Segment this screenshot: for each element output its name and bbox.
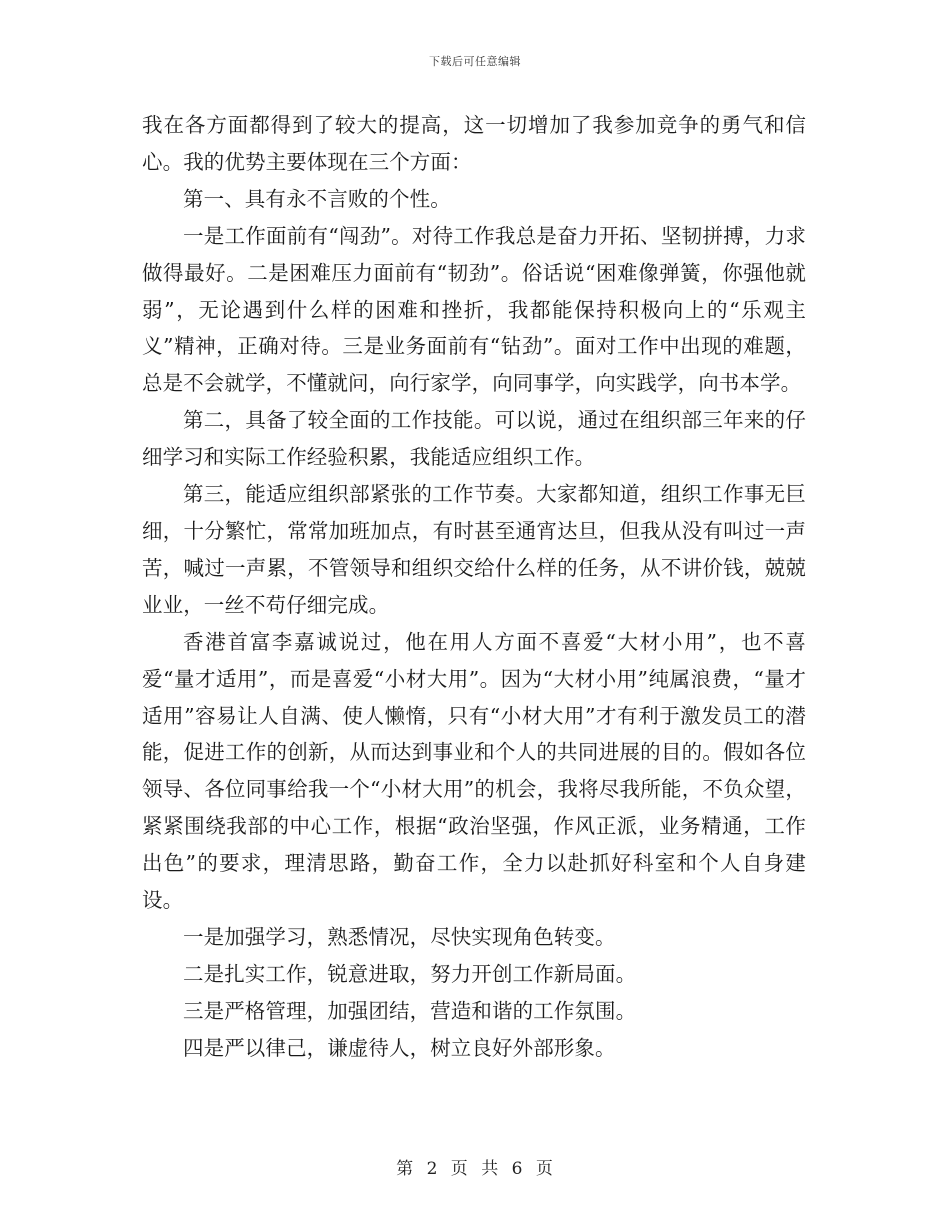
paragraph-plan-two: 二是扎实工作，锐意进取，努力开创工作新局面。 [183,961,637,986]
paragraph-intro: 我在各方面都得到了较大的提高，这一切增加了我参加竞争的勇气和信心。我的优势主要体现在三个方面： [142,113,806,174]
paragraph-second-point: 第二，具备了较全面的工作技能。可以说，通过在组织部三年来的仔细学习和实际工作经验积累，我能适应组织工作。 [142,408,806,470]
paragraph-li-ka-shing: 香港首富李嘉诚说过，他在用人方面不喜爱“大材小用”，也不喜爱“量才适用”，而是喜爱“小材大用”。因为“大材小用”纯属浪费，“量才适用”容易让人自满、使人懒惰，只有“小材大用”才有利于激发员工的潜能，促进工作的创新，从而达到事业和个人的共同进展的目的。假如各位领导、各位同事给我一个“小材大用”的机会，我将尽我所能，不负众望，紧紧围绕我部的中心工作，根据“政治坚强，作风正派，业务精通，工作出色”的要求，理清思路，勤奋工作，全力以赴抓好科室和个人自身建设。 [142,629,806,913]
paragraph-plan-one: 一是加强学习，熟悉情况，尽快实现角色转变。 [183,924,616,949]
paragraph-plan-three: 三是严格管理，加强团结，营造和谐的工作氛围。 [183,998,637,1023]
document-body [142,107,806,1067]
paragraph-plan-four: 四是严以律己，谦虚待人，树立良好外部形象。 [183,1035,616,1060]
page-number: 第 2 页 共 6 页 [396,1159,554,1179]
paragraph-first-point: 第一、具有永不言败的个性。 [183,186,451,211]
page-header: 下载后可任意编辑 [429,55,521,68]
paragraph-first-detail: 一是工作面前有“闯劲”。对待工作我总是奋力开拓、坚韧拼搏，力求做得最好。二是困难压力面前有“韧劲”。俗话说“困难像弹簧，你强他就弱”，无论遇到什么样的困难和挫折，我都能保持积极向上的“乐观主义”精神，正确对待。三是业务面前有“钻劲”。面对工作中出现的难题，总是不会就学，不懂就问，向行家学，向同事学，向实践学，向书本学。 [142,223,806,396]
paragraph-third-point: 第三，能适应组织部紧张的工作节奏。大家都知道，组织工作事无巨细，十分繁忙，常常加班加点，有时甚至通宵达旦，但我从没有叫过一声苦，喊过一声累，不管领导和组织交给什么样的任务，从不讲价钱，兢兢业业，一丝不苟仔细完成。 [142,482,806,617]
